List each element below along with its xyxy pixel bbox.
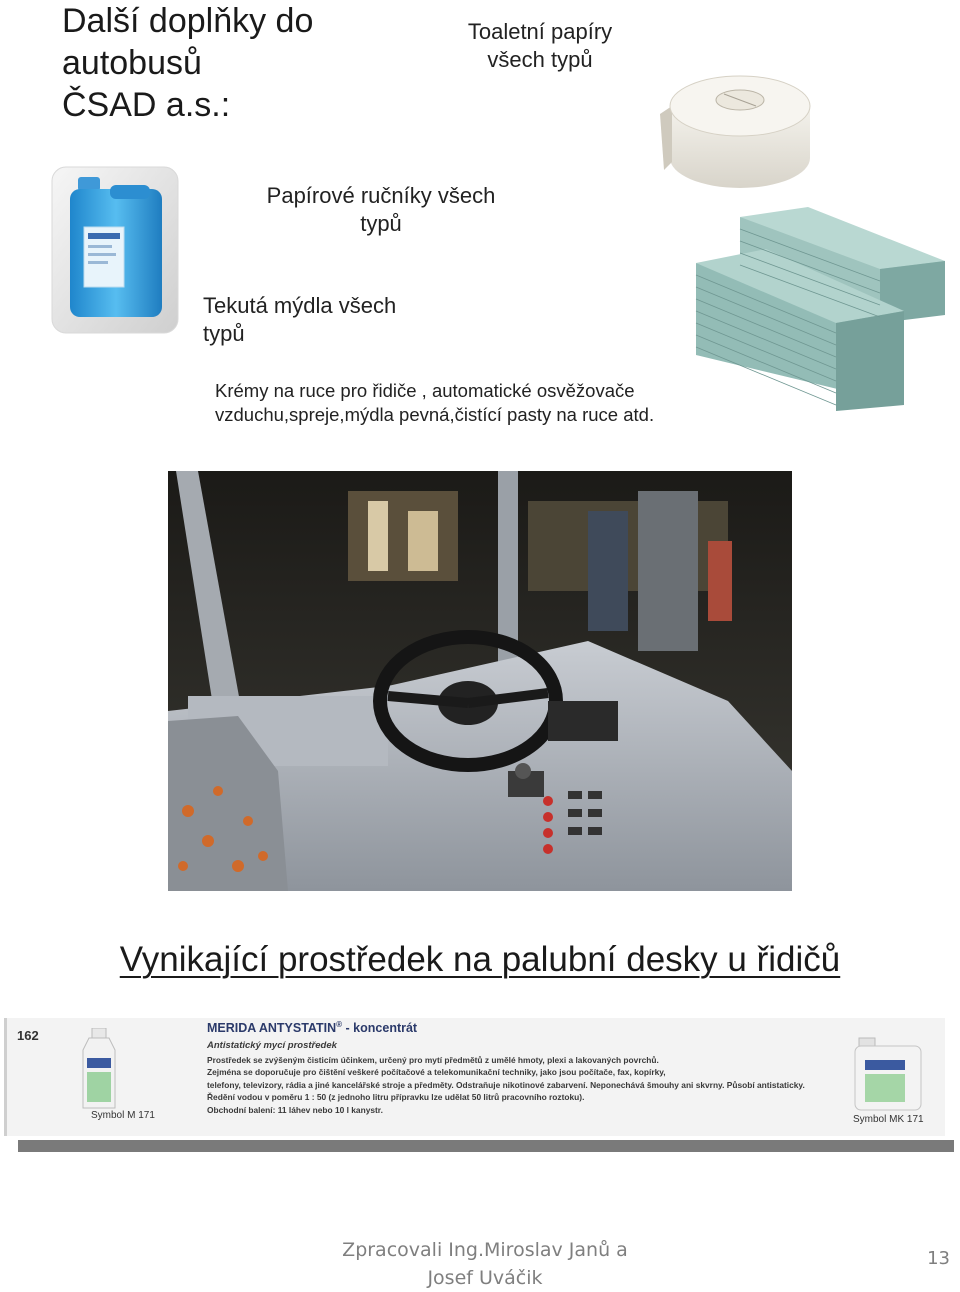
catalog-panel bbox=[4, 1018, 945, 1136]
catalog-shadow-bar bbox=[18, 1140, 954, 1152]
toilet-paper-label: Toaletní papíry všech typů bbox=[467, 19, 613, 72]
product-catalog-excerpt bbox=[4, 1018, 956, 1158]
symbol-label-right: Symbol MK 171 bbox=[853, 1114, 924, 1125]
bus-cockpit-photo bbox=[162, 465, 798, 897]
toilet-paper-image bbox=[660, 66, 820, 196]
liquid-soap-label: Tekutá mýdla všech typů bbox=[203, 293, 397, 346]
catalog-number: 162 bbox=[17, 1028, 39, 1043]
page-number: 13 bbox=[927, 1248, 950, 1269]
catalog-description: Prostředek se zvýšeným čisticím účinkem, určený pro mytí předmětů z umělé hmoty, plexi a lakovaných povrchů. Zejména se doporučuje pro čištění veškeré počítačové a telekomunikační techniky, jako jsou počítače, fax, kopírky, telefony, televizory, rádia a jiné kancelářské stroje a předměty. Odstraňuje nikotinové zabarvení. Neponechává šmouhy ani skvrny. Působí antistaticky. Ředění vodou v poměru 1 : 50 (z jednoho litru přípravku lze udělat 50 litrů pracovního roztoku). Obchodní balení: 11 láhev nebo 10 l kanystr. bbox=[207, 1055, 805, 1115]
title-line-1: Další doplňky do bbox=[62, 2, 314, 40]
canister-image bbox=[853, 1036, 923, 1112]
title-line-2: autobusů bbox=[62, 44, 202, 82]
section-heading: Vynikající prostředek na palubní desky u řidičů bbox=[119, 940, 841, 979]
page-title bbox=[62, 0, 313, 126]
soap-canister-image bbox=[50, 165, 180, 335]
symbol-label-left: Symbol M 171 bbox=[91, 1110, 155, 1121]
paper-towels-label: Papírové ručníky všech typů bbox=[266, 183, 496, 236]
catalog-subtitle: Antistatický mycí prostředek bbox=[207, 1040, 337, 1051]
catalog-product-title: MERIDA ANTYSTATIN® - koncentrát bbox=[207, 1020, 418, 1036]
title-line-3: ČSAD a.s.: bbox=[62, 86, 231, 124]
creams-description: Krémy na ruce pro řidiče , automatické osvěžovače vzduchu,spreje,mýdla pevná,čistící pasty na ruce atd. bbox=[215, 380, 655, 425]
bottle-image bbox=[79, 1028, 119, 1112]
footer-authors: Zpracovali Ing.Miroslav Janů a Josef Uváčik bbox=[342, 1239, 628, 1289]
